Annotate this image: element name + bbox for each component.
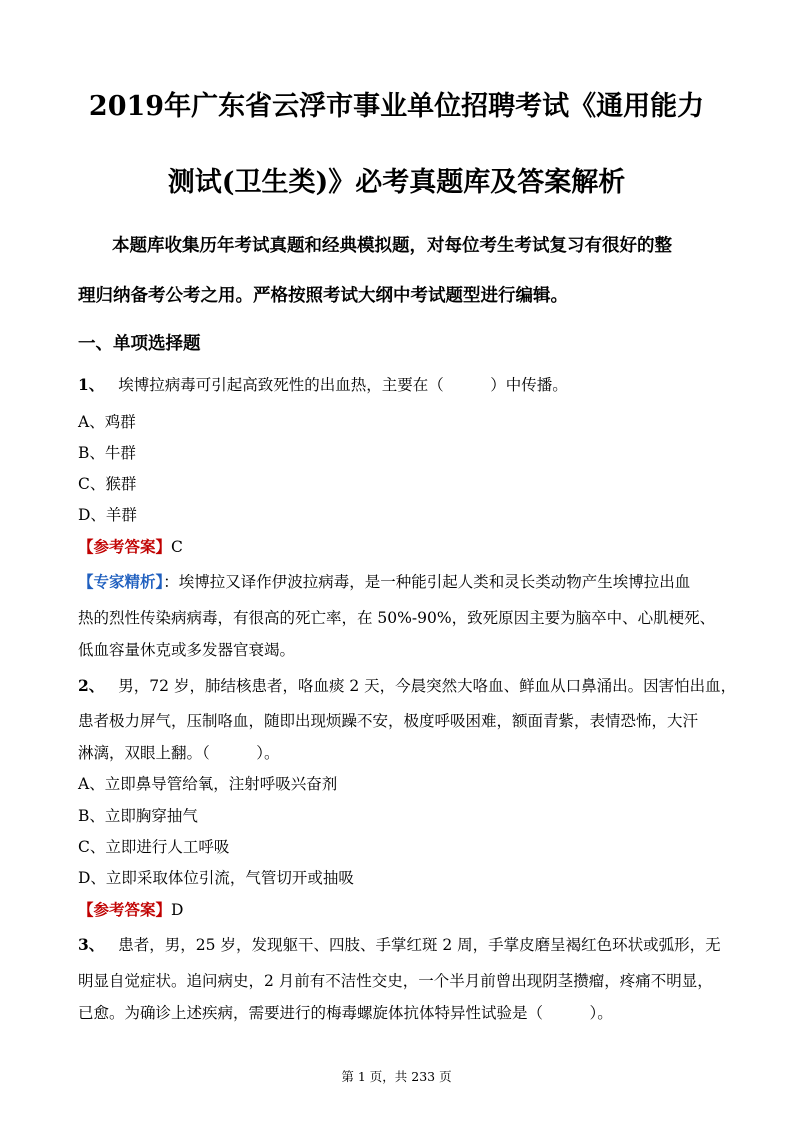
option-c: C、立即进行人工呼吸 xyxy=(78,838,230,856)
question-number: 3、 xyxy=(78,935,105,954)
question-2-stem-line-3: 淋漓，双眼上翻。（ ）。 xyxy=(78,744,280,762)
question-text: 男，72 岁，肺结核患者，咯血痰 2 天，今晨突然大咯血、鲜血从口鼻涌出。因害怕出血， xyxy=(118,677,737,695)
question-1-stem xyxy=(78,375,568,395)
answer-line xyxy=(78,900,183,920)
analysis-text: ：埃博拉又译作伊波拉病毒，是一种能引起人类和灵长类动物产生埃博拉出血 xyxy=(163,573,691,591)
analysis-line-2: 热的烈性传染病病毒，有很高的死亡率，在 50%-90%，致死原因主要为脑卒中、心肌梗死、 xyxy=(78,609,716,627)
option-d: D、立即采取体位引流，气管切开或抽吸 xyxy=(78,869,354,887)
question-3-stem-line-1 xyxy=(78,935,721,955)
option-c: C、猴群 xyxy=(78,475,137,493)
intro-line-2: 理归纳备考公考之用。严格按照考试大纲中考试题型进行编辑。 xyxy=(78,286,568,306)
answer-value: D xyxy=(171,901,184,919)
option-a: A、鸡群 xyxy=(78,413,136,431)
document-title-line-2: 测试(卫生类)》必考真题库及答案解析 xyxy=(167,167,626,198)
analysis-line-1 xyxy=(78,572,690,592)
answer-line xyxy=(78,537,183,557)
document-title-line-1: 2019年广东省云浮市事业单位招聘考试《通用能力 xyxy=(88,91,705,122)
answer-label: 【参考答案】 xyxy=(78,537,172,556)
question-number: 1、 xyxy=(78,375,105,394)
intro-line-1: 本题库收集历年考试真题和经典模拟题，对每位考生考试复习有很好的整 xyxy=(112,236,672,256)
question-3-stem-line-2: 明显自觉症状。追问病史，2 月前有不洁性交史，一个半月前曾出现阴茎攒瘤，疼痛不明显， xyxy=(78,972,713,990)
analysis-label: 【专家精析】 xyxy=(78,572,164,591)
section-heading: 一、单项选择题 xyxy=(78,334,201,354)
option-b: B、立即胸穿抽气 xyxy=(78,807,198,825)
analysis-line-3: 低血容量休克或多发器官衰竭。 xyxy=(78,641,296,659)
answer-label: 【参考答案】 xyxy=(78,900,172,919)
question-number: 2、 xyxy=(78,676,105,695)
option-d: D、羊群 xyxy=(78,506,137,524)
option-b: B、牛群 xyxy=(78,444,136,462)
question-2-stem-line-2: 患者极力屏气，压制咯血，随即出现烦躁不安，极度呼吸困难，额面青紫，表情恐怖，大汗 xyxy=(78,712,699,730)
answer-value: C xyxy=(171,538,183,556)
option-a: A、立即鼻导管给氧，注射呼吸兴奋剂 xyxy=(78,775,338,793)
question-3-stem-line-3: 已愈。为确诊上述疾病，需要进行的梅毒螺旋体抗体特异性试验是（ ）。 xyxy=(78,1004,613,1022)
page-footer: 第 1 页，共 233 页 xyxy=(341,1069,452,1084)
question-2-stem-line-1 xyxy=(78,676,736,696)
question-text: 埃博拉病毒可引起高致死性的出血热，主要在（ ）中传播。 xyxy=(118,376,568,394)
question-text: 患者，男，25 岁，发现躯干、四肢、手掌红斑 2 周，手掌皮磨呈褐红色环状或弧形，无 xyxy=(118,936,721,954)
